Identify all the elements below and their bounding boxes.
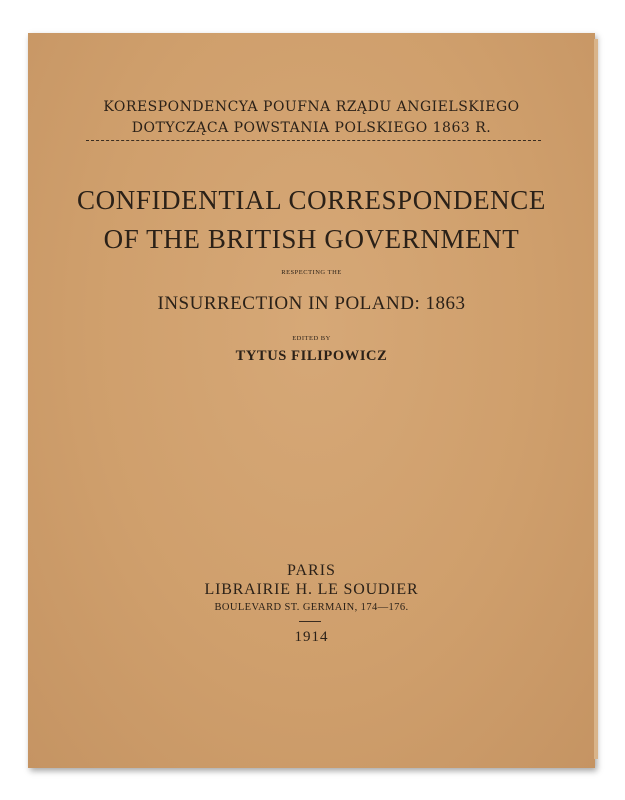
polish-title-line-1: KORESPONDENCYA POUFNA RZĄDU ANGIELSKIEGO [103,99,520,115]
imprint-address: BOULEVARD ST. GERMAIN, 174—176. [214,602,409,613]
short-divider [299,621,321,622]
editor-name: TYTUS FILIPOWICZ [235,348,388,364]
main-title-line-1: CONFIDENTIAL CORRESPONDENCE [77,185,546,215]
respecting-label: RESPECTING THE [281,269,342,276]
edited-by-label: EDITED BY [292,335,331,342]
publication-year: 1914 [294,629,329,645]
main-title-line-2: OF THE BRITISH GOVERNMENT [103,224,520,254]
imprint-city: PARIS [287,562,336,579]
subtitle: INSURRECTION IN POLAND: 1863 [157,293,466,314]
book-cover [28,33,595,768]
polish-title-line-2: DOTYCZĄCA POWSTANIA POLSKIEGO 1863 R. [131,120,492,136]
imprint-publisher: LIBRAIRIE H. LE SOUDIER [204,581,419,598]
page-edge [594,39,598,759]
dashed-divider [86,140,541,141]
